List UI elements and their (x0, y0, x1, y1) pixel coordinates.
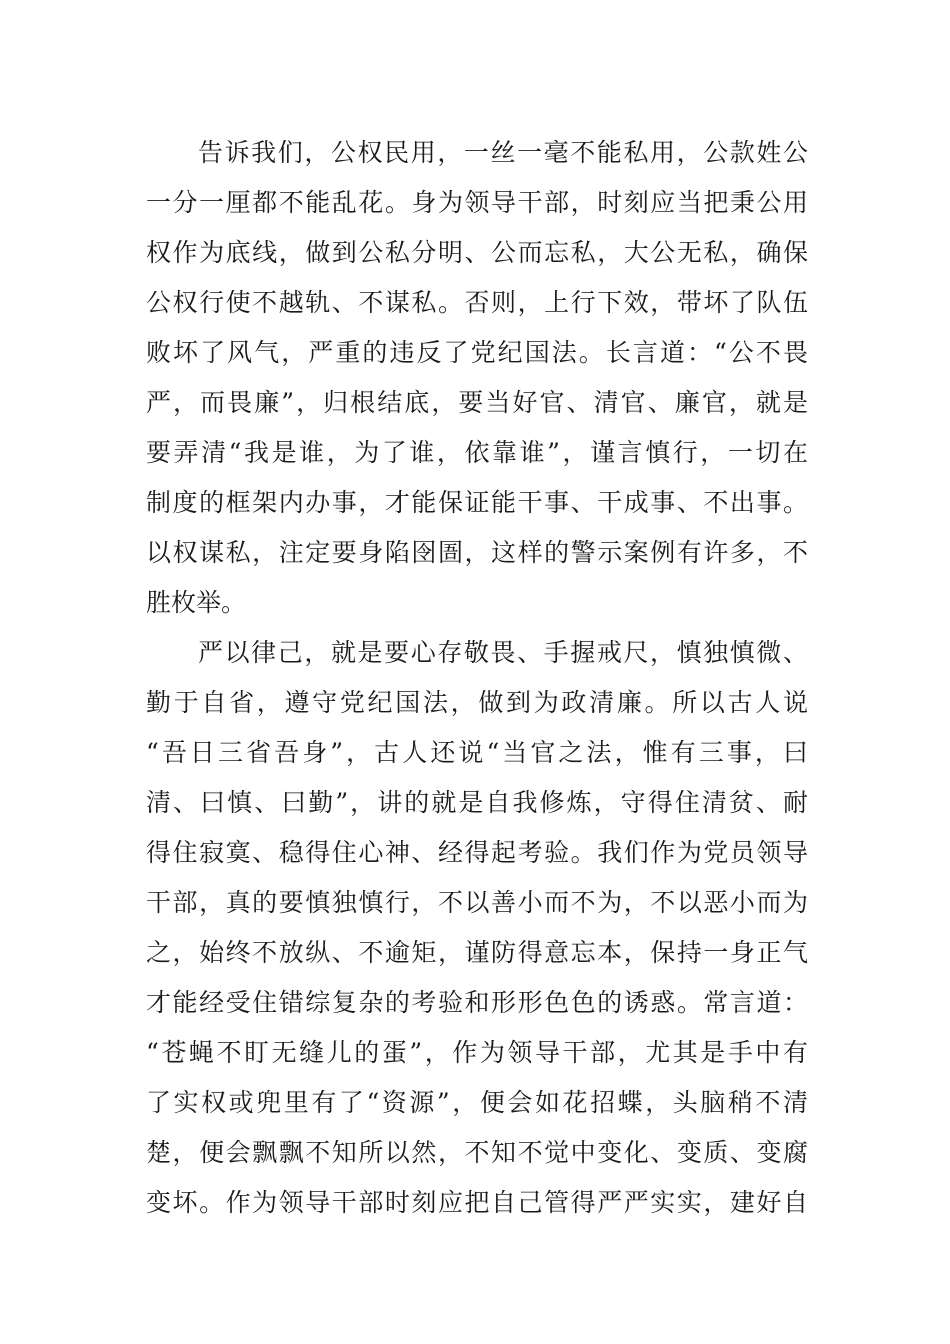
text-line: 楚，便会飘飘不知所以然，不知不觉中变化、变质、变腐 (146, 1138, 808, 1167)
text-line: 公权行使不越轨、不谋私。否则，上行下效，带坏了队伍 (146, 288, 808, 317)
text-line: 清、曰慎、曰勤”，讲的就是自我修炼，守得住清贫、耐 (146, 788, 808, 817)
text-line: 要弄清“我是谁，为了谁，依靠谁”，谨言慎行，一切在 (146, 438, 808, 467)
text-line: “吾日三省吾身”，古人还说“当官之法，惟有三事，曰 (146, 738, 808, 767)
text-line: 变坏。作为领导干部时刻应把自己管得严严实实，建好自 (146, 1188, 808, 1217)
text-line: 了实权或兜里有了“资源”，便会如花招蝶，头脑稍不清 (146, 1088, 808, 1117)
text-line: 勤于自省，遵守党纪国法，做到为政清廉。所以古人说 (146, 688, 808, 717)
paragraph-1 (146, 128, 808, 628)
text-line: “苍蝇不盯无缝儿的蛋”，作为领导干部，尤其是手中有 (146, 1038, 808, 1067)
text-line: 严，而畏廉”，归根结底，要当好官、清官、廉官，就是 (146, 388, 808, 417)
text-line: 制度的框架内办事，才能保证能干事、干成事、不出事。 (146, 488, 808, 517)
text-line: 告诉我们，公权民用，一丝一毫不能私用，公款姓公 (198, 138, 808, 167)
text-line: 一分一厘都不能乱花。身为领导干部，时刻应当把秉公用 (146, 188, 808, 217)
text-line: 才能经受住错综复杂的考验和形形色色的诱惑。常言道： (146, 988, 808, 1017)
paragraph-2 (146, 628, 808, 1228)
text-line: 严以律己，就是要心存敬畏、手握戒尺，慎独慎微、 (198, 638, 808, 667)
text-line: 得住寂寞、稳得住心神、经得起考验。我们作为党员领导 (146, 838, 808, 867)
text-line: 之，始终不放纵、不逾矩，谨防得意忘本，保持一身正气 (146, 938, 808, 967)
text-line: 败坏了风气，严重的违反了党纪国法。长言道：“公不畏 (146, 338, 808, 367)
body-text (146, 128, 808, 1228)
text-line: 干部，真的要慎独慎行，不以善小而不为，不以恶小而为 (146, 888, 808, 917)
text-line: 权作为底线，做到公私分明、公而忘私，大公无私，确保 (146, 238, 808, 267)
text-line: 以权谋私，注定要身陷囹圄，这样的警示案例有许多，不 (146, 538, 808, 567)
text-line: 胜枚举。 (146, 588, 247, 617)
